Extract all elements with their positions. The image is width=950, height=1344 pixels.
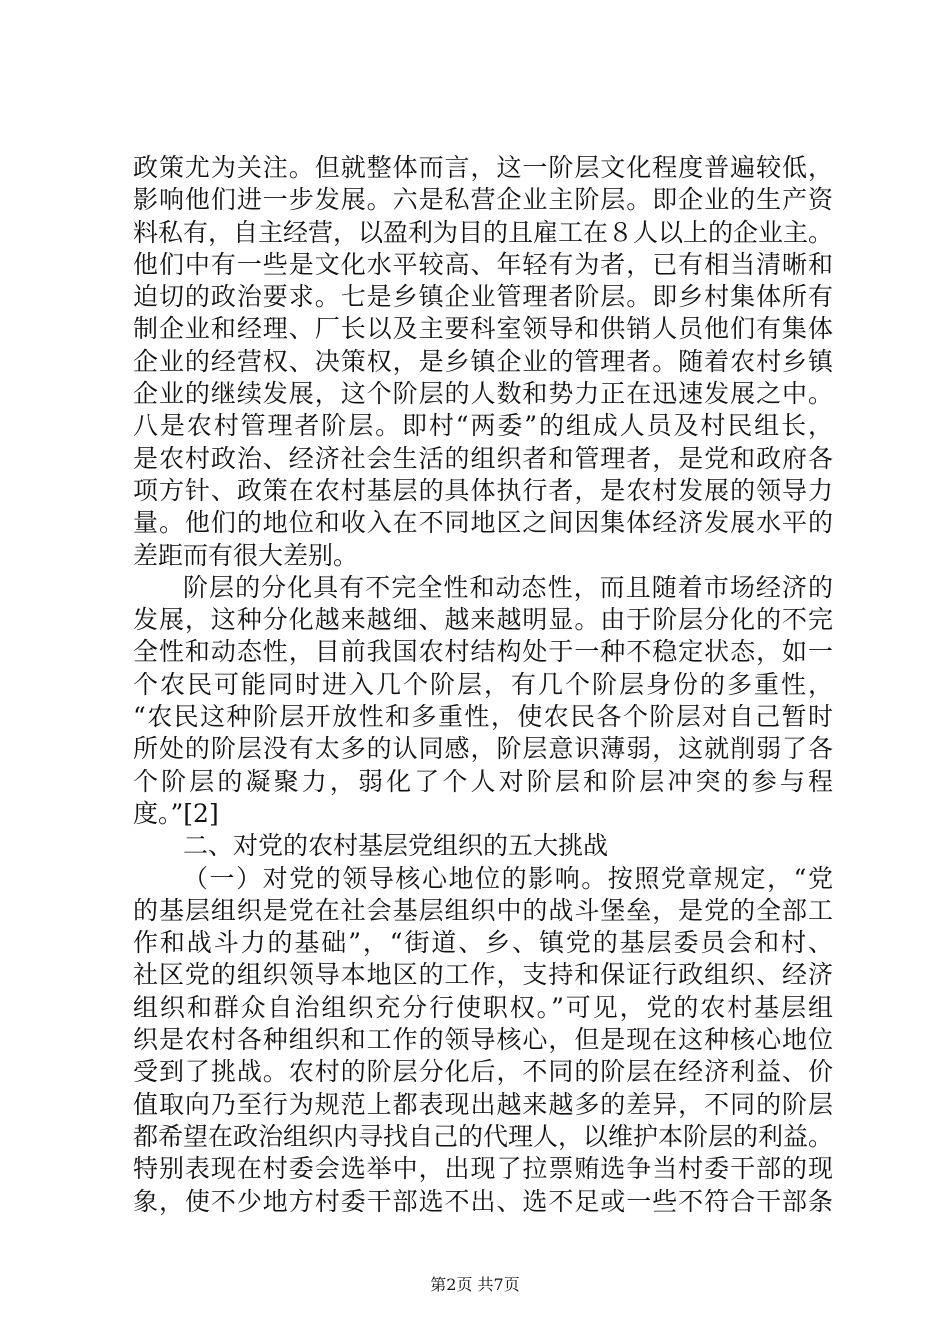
text-line: 阶层的分化具有不完全性和动态性，而且随着市场经济的	[183, 572, 833, 602]
text-line: 受到了挑战。农村的阶层分化后，不同的阶层在经济利益、价	[133, 1057, 833, 1087]
text-line: 影响他们进一步发展。六是私营企业主阶层。即企业的生产资	[133, 185, 833, 215]
text-line: 象，使不少地方村委干部选不出、选不足或一些不符合干部条	[133, 1186, 833, 1216]
text-line: 全性和动态性，目前我国农村结构处于一种不稳定状态，如一	[133, 637, 833, 667]
text-line: 八是农村管理者阶层。即村“两委”的组成人员及村民组长，	[133, 411, 833, 441]
text-line: 政策尤为关注。但就整体而言，这一阶层文化程度普遍较低，	[133, 153, 833, 182]
text-line: 发展，这种分化越来越细、越来越明显。由于阶层分化的不完	[133, 605, 833, 635]
text-line: 项方针、政策在农村基层的具体执行者，是农村发展的领导力	[133, 475, 833, 505]
text-line: 所处的阶层没有太多的认同感，阶层意识薄弱，这就削弱了各	[133, 734, 833, 764]
body-text	[133, 152, 833, 1218]
text-line: 值取向乃至行为规范上都表现出越来越多的差异，不同的阶层	[133, 1089, 833, 1119]
text-line: 织是农村各种组织和工作的领导核心，但是现在这种核心地位	[133, 1025, 833, 1055]
text-line: 作和战斗力的基础”，“街道、乡、镇党的基层委员会和村、	[133, 928, 833, 958]
text-line: 是农村政治、经济社会生活的组织者和管理者，是党和政府各	[133, 443, 833, 473]
text-line: 个农民可能同时进入几个阶层，有几个阶层身份的多重性，	[133, 669, 833, 699]
page-footer: 第2页 共7页	[430, 1275, 520, 1294]
text-line: 个阶层的凝聚力，弱化了个人对阶层和阶层冲突的参与程	[133, 766, 833, 796]
text-line: 料私有，自主经营，以盈利为目的且雇工在８人以上的企业主。	[133, 217, 834, 247]
text-line: （一）对党的领导核心地位的影响。按照党章规定，“党	[183, 863, 833, 893]
text-line: 都希望在政治组织内寻找自己的代理人，以维护本阶层的利益。	[133, 1121, 834, 1151]
text-line: “农民这种阶层开放性和多重性，使农民各个阶层对自己暂时	[133, 702, 833, 732]
text-line: 特别表现在村委会选举中，出现了拉票贿选争当村委干部的现	[133, 1154, 833, 1184]
text-line: 组织和群众自治组织充分行使职权。”可见，党的农村基层组	[133, 992, 833, 1022]
text-line: 企业的继续发展，这个阶层的人数和势力正在迅速发展之中。	[133, 379, 833, 409]
text-line: 的基层组织是党在社会基层组织中的战斗堡垒，是党的全部工	[133, 895, 833, 925]
text-line: 企业的经营权、决策权，是乡镇企业的管理者。随着农村乡镇	[133, 346, 833, 376]
text-line: 他们中有一些是文化水平较高、年轻有为者，已有相当清晰和	[133, 249, 833, 279]
text-line: 制企业和经理、厂长以及主要科室领导和供销人员他们有集体	[133, 314, 833, 344]
text-line: 量。他们的地位和收入在不同地区之间因集体经济发展水平的	[133, 508, 833, 538]
text-line: 度。”[2]	[133, 798, 219, 828]
text-line: 二、对党的农村基层党组织的五大挑战	[183, 831, 609, 861]
text-line: 差距而有很大差别。	[133, 540, 359, 570]
text-line: 社区党的组织领导本地区的工作，支持和保证行政组织、经济	[133, 960, 833, 990]
text-line: 迫切的政治要求。七是乡镇企业管理者阶层。即乡村集体所有	[133, 282, 833, 312]
